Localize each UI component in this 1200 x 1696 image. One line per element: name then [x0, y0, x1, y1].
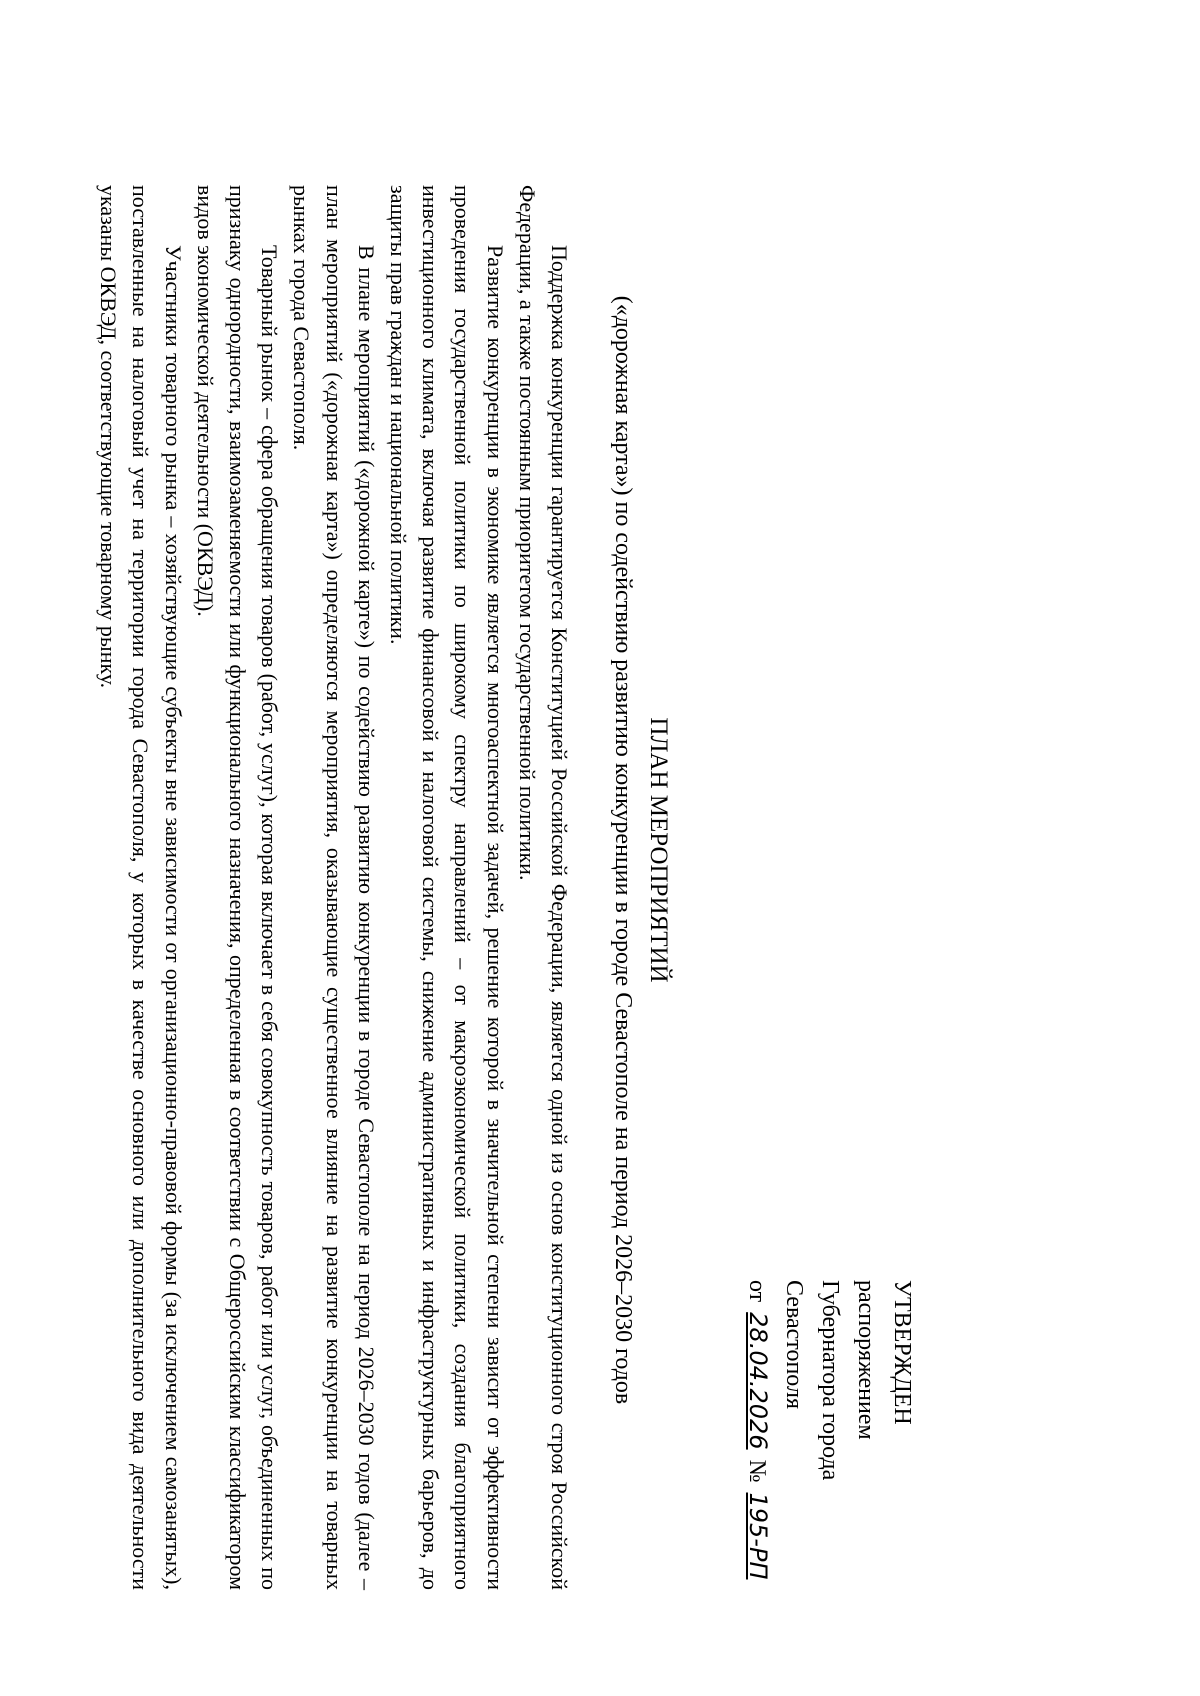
handwritten-date: 28.04.2026: [744, 1312, 772, 1450]
document-subtitle: («дорожная карта») по содействию развитию конкуренции в городе Севастополе на период 2026–2030 годов: [610, 295, 636, 1405]
approval-line-1: распоряжением: [853, 1280, 879, 1440]
approval-stamp: УТВЕРЖДЕН: [889, 1280, 915, 1425]
document-body: [92, 185, 575, 1590]
approval-line-2: Губернатора города: [817, 1280, 843, 1481]
approval-date-line: [739, 1280, 776, 1620]
document-title: ПЛАН МЕРОПРИЯТИЙ: [645, 717, 672, 983]
paragraph: Поддержка конкуренции гарантируется Конституцией Российской Федерации, является одной из основ конституционного строя Российской Федерации, а также постоянным приоритетом государственной политики.: [514, 185, 572, 1590]
approval-line-3: Севастополя: [781, 1280, 807, 1409]
number-prefix: №: [744, 1459, 770, 1483]
paragraph: Участники товарного рынка – хозяйствующие субъекты вне зависимости от организационно-правовой формы (за исключением самозанятых), поставленные на налоговый учет на территории города Севастополя, у которых в качестве основного или дополнительного вида деятельности указаны ОКВЭД, соответствующие товарному рынку.: [96, 185, 186, 1590]
paragraph: В плане мероприятий («дорожной карте») по содействию развитию конкуренции в городе Севастополе на период 2026–2030 годов (далее – план мероприятий («дорожная карта») определяются мероприятия, оказывающие существенное влияние на развитие конкуренции на товарных рынках города Севастополя.: [289, 185, 379, 1590]
paragraph: Товарный рынок – сфера обращения товаров (работ, услуг), которая включает в себя совокупность товаров, работ или услуг, объединенных по признаку однородности, взаимозаменяемости или функционального назначения, определенная в соответствии с Общероссийским классификатором видов экономической деятельности (ОКВЭД).: [192, 185, 283, 1590]
paragraph: Развитие конкуренции в экономике является многоаспектной задачей, решение которой в значительной степени зависит от эффективности проведения государственной политики по широкому спектру направлений – от макроэкономической политики, создания благоприятного инвестиционного климата, включая развитие финансовой и налоговой системы, снижение административных и инфраструктурных барьеров, до защиты прав граждан и национальной политики.: [385, 185, 508, 1590]
handwritten-number: 195-РП: [744, 1492, 772, 1580]
document-page: [50, 60, 1050, 1640]
approval-block: [739, 1280, 920, 1620]
date-prefix: от: [744, 1280, 770, 1303]
